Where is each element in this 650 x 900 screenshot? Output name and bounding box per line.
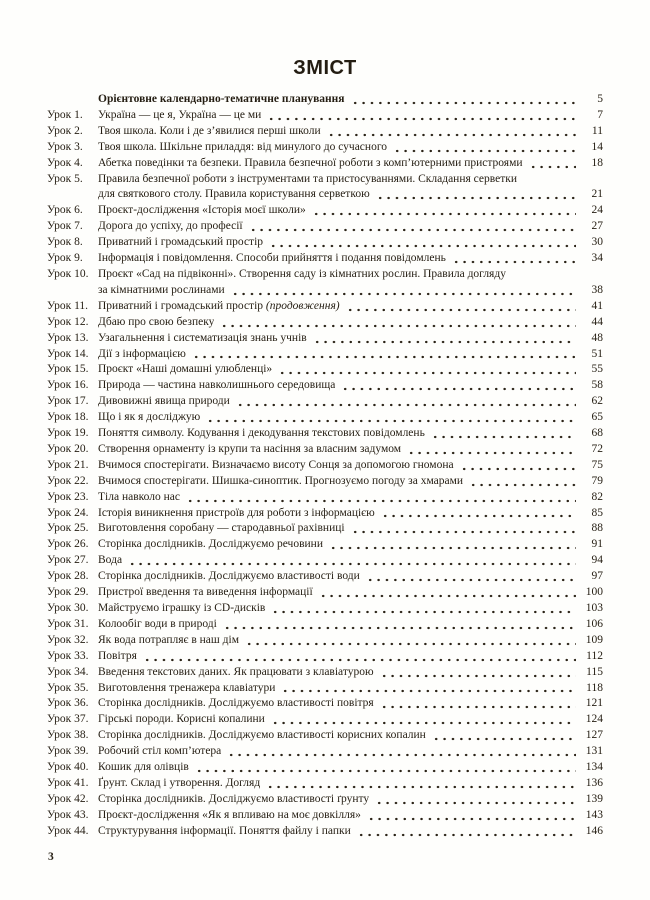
toc-row [47,728,603,744]
toc-entry-title: Колообіг води в природі [98,617,217,630]
toc-row [47,474,603,490]
toc-entry-title: Проєкт-дослідження «Історія моєї школи» [98,204,306,217]
toc-entry-label: Урок 10. [47,267,89,280]
toc-page-number: 68 [591,427,603,440]
toc-row [47,760,603,776]
toc-entry-title: Робочий стіл комп’ютера [98,745,222,758]
dot-leader [267,108,576,124]
toc-entry-title: Виготовлення тренажера клавіатури [98,681,276,694]
toc-entry-label: Урок 38. [47,729,89,742]
toc-entry-title: Абетка поведінки та безпеки. Правила безпечної роботи з комп’ютерними пристроями [98,156,523,169]
footer-page-number: 3 [48,851,54,863]
toc-entry-label: Урок 41. [47,776,89,789]
toc-entry-label: Урок 36. [47,697,89,710]
toc-entry-title: Структурування інформації. Поняття файлу і папки [98,824,351,837]
toc-row [47,219,603,235]
toc-page-number: 91 [591,538,603,551]
toc-entry-label: Урок 21. [47,458,89,471]
toc-page-number: 121 [585,697,603,710]
toc-row [47,585,603,601]
toc-entry-label: Урок 40. [47,761,89,774]
dot-leader [432,728,576,744]
dot-leader [245,633,576,649]
toc-page-number: 82 [591,490,603,503]
toc-entry-title: Україна — це я, Україна — це ми [98,108,262,121]
dot-leader [375,792,576,808]
toc-entry-title: Вода [98,554,123,567]
toc-entry-label: Урок 4. [47,156,83,169]
toc-row [47,315,603,331]
toc-entry-label: Урок 31. [47,617,89,630]
toc-row [47,776,603,792]
toc-entry-label: Урок 20. [47,442,89,455]
dot-leader [227,744,576,760]
toc-entry-label: Урок 29. [47,586,89,599]
toc-entry-label: Урок 3. [47,140,83,153]
dot-leader [266,776,576,792]
toc-page-number: 139 [585,792,603,805]
toc-entry-title: за кімнатними рослинами [98,283,225,296]
toc-entry-title: Введення текстових даних. Як працювати з клавіатурою [98,665,374,678]
toc-entry-title: Приватний і громадський простір [98,236,264,249]
toc-entry-title: Проєкт «Наші домашні улюбленці» [98,363,273,376]
dot-leader [357,824,576,840]
toc-row [47,665,603,681]
toc-entry-label: Урок 2. [47,124,83,137]
toc-entry-label: Урок 42. [47,792,89,805]
toc-page-number: 146 [585,824,603,837]
toc-entry-title: Вчимося спостерігати. Шишка-синоптик. Прогнозуємо погоду за хмарами [98,474,464,487]
toc-page-number: 72 [591,442,603,455]
toc-entry-title: Дивовижні явища природи [98,395,230,408]
toc-page-number: 27 [591,220,603,233]
dot-leader [236,394,576,410]
toc-page-number: 51 [591,347,603,360]
toc-entry-title: Природа — частина навколишнього середовища [98,379,336,392]
toc-page-number: 136 [585,776,603,789]
toc-entry-label: Урок 7. [47,220,83,233]
toc-entry-label: Урок 43. [47,808,89,821]
dot-leader [469,474,576,490]
toc-row [47,649,603,665]
toc-row [47,362,603,378]
toc-page-number: 62 [591,395,603,408]
toc-page-number: 30 [591,236,603,249]
toc-entry-title: Узагальнення і систематизація знань учнів [98,331,307,344]
toc-row [47,299,603,315]
dot-leader [393,140,576,156]
toc-page-number: 127 [585,729,603,742]
toc-row [47,792,603,808]
toc-page-number: 106 [585,617,603,630]
toc-page-number: 14 [591,140,603,153]
toc-row [47,696,603,712]
toc-row [47,681,603,697]
toc-entry-title: Майструємо іграшку із CD-дисків [98,602,266,614]
toc-entry-label: Урок 6. [47,204,83,217]
dot-leader [206,410,576,426]
toc-entry-title: Дії з інформацією [98,347,186,360]
dot-leader [231,283,576,299]
dot-leader [128,553,576,569]
toc-entry-label: Урок 17. [47,395,89,408]
toc-page-number: 7 [597,108,603,121]
toc-entry-title: Повітря [98,649,137,662]
toc-row [47,617,603,633]
toc-page-number: 11 [591,124,603,137]
dot-leader [271,712,576,728]
dot-leader [460,458,576,474]
toc-entry-label: Урок 34. [47,665,89,678]
toc-entry-title: Твоя школа. Коли і де з’явилися перші школи [98,124,321,137]
dot-leader [313,331,576,347]
toc-page-number: 58 [591,379,603,392]
toc-entry-label: Урок 14. [47,347,89,360]
toc-page-number: 118 [586,681,603,694]
dot-leader [346,299,576,315]
toc-row [47,108,603,124]
toc-row [47,569,603,585]
dot-leader [186,490,576,506]
dot-leader [366,569,576,585]
toc-page-number: 18 [591,156,603,169]
toc-page-number: 103 [585,602,603,614]
dot-leader [381,506,576,522]
toc-page-number: 112 [586,649,603,662]
toc-entry-label: Урок 44. [47,824,89,837]
dot-leader [341,378,576,394]
toc-row [47,187,603,203]
toc-page-number: 143 [585,808,603,821]
toc-entry-title: для святкового столу. Правила користування серветкою [98,188,370,201]
toc-page-number: 115 [586,665,603,678]
toc-entry-title: Як вода потрапляє в наш дім [98,633,239,646]
toc-entry-label: Урок 16. [47,379,89,392]
toc-entry-title: Кошик для олівців [98,761,189,774]
dot-leader [351,521,576,537]
dot-leader [223,617,576,633]
toc-entry-title: Історія виникнення пристроїв для роботи з інформацією [98,506,375,519]
toc-row [47,394,603,410]
toc-entry-label: Урок 12. [47,315,89,328]
toc-entry-title: Сторінка дослідників. Досліджуємо властивості ґрунту [98,792,370,805]
toc-entry-label: Урок 18. [47,411,89,424]
toc-page-number: 79 [591,474,603,487]
toc-entry-label: Урок 37. [47,713,89,726]
toc-row [47,235,603,251]
toc-entry-title: Дорога до успіху, до професії [98,220,243,233]
toc-entry-label: Урок 1. [47,108,83,121]
toc-entry-label: Урок 11. [47,299,89,312]
toc-entry-title: Ґрунт. Склад і утворення. Догляд [98,776,261,789]
toc [47,92,603,840]
toc-page-number: 85 [591,506,603,519]
toc-entry-label: Урок 8. [47,236,83,249]
toc-entry-label: Урок 23. [47,490,89,503]
toc-entry-label: Урок 28. [47,570,89,583]
toc-entry-title: Проєкт-дослідження «Як я впливаю на моє довкілля» [98,808,361,821]
dot-leader [278,362,576,378]
toc-entry-title: Дбаю про свою безпеку [98,315,215,328]
toc-entry-label: Урок 33. [47,649,89,662]
toc-page-number: 124 [585,713,603,726]
toc-entry-title: Приватний і громадський простір (продовження) [98,299,340,312]
toc-page-number: 48 [591,331,603,344]
toc-entry-label: Урок 24. [47,506,89,519]
toc-page-number: 24 [591,204,603,217]
toc-entry-label: Урок 9. [47,252,83,265]
toc-entry-title: Сторінка дослідників. Досліджуємо властивості корисних копалин [98,729,426,742]
dot-leader [192,347,576,363]
toc-row [47,331,603,347]
toc-entry-title-italic: (продовження) [265,299,340,312]
dot-leader [319,585,576,601]
toc-entry-label: Урок 26. [47,538,89,551]
toc-row [47,521,603,537]
toc-row [47,458,603,474]
toc-entry-label: Урок 25. [47,522,89,535]
toc-entry-title: Що і як я досліджую [98,411,201,424]
toc-row [47,92,603,108]
dot-leader [431,426,576,442]
toc-page-number: 34 [591,252,603,265]
dot-leader [380,696,576,712]
toc-row [47,824,603,840]
toc-row [47,140,603,156]
toc-entry-label: Урок 32. [47,633,89,646]
toc-page-number: 44 [591,315,603,328]
dot-leader [407,442,576,458]
toc-entry-title: Гірські породи. Корисні копалини [98,713,265,726]
toc-entry-label: Урок 27. [47,554,89,567]
toc-entry-title: Сторінка дослідників. Досліджуємо властивості повітря [98,697,374,710]
dot-leader [329,537,576,553]
toc-entry-label: Урок 22. [47,474,89,487]
toc-row [47,124,603,140]
toc-entry-title: Орієнтовне календарно-тематичне планування [98,93,345,105]
dot-leader [367,808,576,824]
toc-page-number: 41 [591,299,603,312]
toc-page-number: 5 [597,93,603,105]
toc-page-number: 94 [591,554,603,567]
toc-row [47,553,603,569]
toc-entry-title: Проєкт «Сад на підвіконні». Створення саду із кімнатних рослин. Правила догляду [98,267,506,280]
toc-page-number: 21 [591,188,603,201]
dot-leader [195,760,576,776]
toc-page-number: 131 [585,745,603,758]
toc-row [47,283,603,299]
toc-entry-title: Сторінка дослідників. Досліджуємо властивості води [98,570,360,583]
toc-page-number: 38 [591,283,603,296]
toc-page-number: 88 [591,522,603,535]
toc-row [47,426,603,442]
toc-entry-label: Урок 13. [47,331,89,344]
dot-leader [351,92,576,108]
toc-row [47,172,603,188]
toc-row [47,506,603,522]
toc-row [47,267,603,283]
dot-leader [376,187,576,203]
toc-row [47,490,603,506]
toc-entry-label: Урок 35. [47,681,89,694]
toc-row [47,203,603,219]
dot-leader [271,601,576,617]
toc-entry-label: Урок 30. [47,602,89,614]
dot-leader [380,665,576,681]
toc-entry-title: Пристрої введення та виведення інформації [98,586,313,599]
dot-leader [529,156,576,172]
dot-leader [312,203,576,219]
dot-leader [220,315,576,331]
toc-row [47,442,603,458]
dot-leader [281,681,576,697]
toc-row [47,156,603,172]
toc-entry-label: Урок 39. [47,745,89,758]
toc-row [47,712,603,728]
toc-entry-title: Поняття символу. Кодування і декодування текстових повідомлень [98,427,425,440]
toc-entry-title: Твоя школа. Шкільне приладдя: від минулого до сучасного [98,140,387,153]
toc-entry-title: Сторінка дослідників. Досліджуємо речовини [98,538,323,551]
toc-row [47,347,603,363]
toc-page-number: 109 [585,633,603,646]
toc-row [47,601,603,617]
toc-row [47,537,603,553]
toc-entry-title: Виготовлення соробану — стародавньої рахівниці [98,522,345,535]
toc-page-number: 134 [585,761,603,774]
dot-leader [327,124,576,140]
toc-row [47,633,603,649]
toc-row [47,251,603,267]
dot-leader [249,219,576,235]
toc-entry-label: Урок 19. [47,427,89,440]
toc-row [47,378,603,394]
page-title: ЗМІСТ [293,57,357,79]
toc-entry-title: Правила безпечної роботи з інструментами та пристосуваннями. Складання серветки [98,172,517,185]
dot-leader [143,649,576,665]
toc-page-number: 97 [591,570,603,583]
toc-entry-title: Створення орнаменту із крупи та насіння за власним задумом [98,442,402,455]
toc-page-number: 100 [585,586,603,599]
toc-row [47,808,603,824]
toc-entry-label: Урок 5. [47,172,83,185]
dot-leader [452,251,576,267]
toc-page-number: 55 [591,363,603,376]
toc-entry-title: Тіла навколо нас [98,490,180,503]
dot-leader [269,235,576,251]
toc-row [47,744,603,760]
toc-page-number: 65 [591,411,603,424]
toc-row [47,410,603,426]
toc-page-number: 75 [591,458,603,471]
toc-entry-title: Вчимося спостерігати. Визначаємо висоту Сонця за допомогою гномона [98,458,454,471]
toc-entry-title: Інформація і повідомлення. Способи прийняття і подання повідомлень [98,252,446,265]
toc-entry-label: Урок 15. [47,363,89,376]
